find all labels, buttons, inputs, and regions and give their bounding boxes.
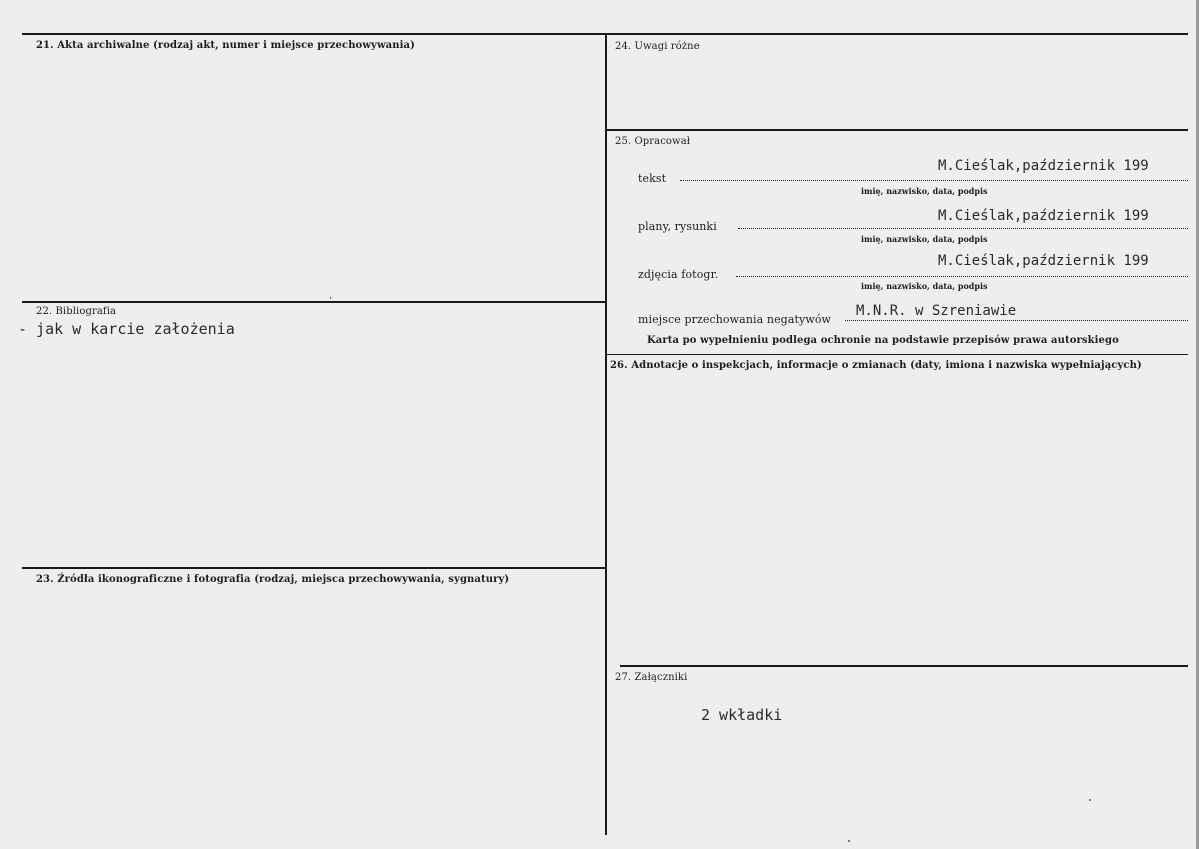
center-divider xyxy=(605,35,607,835)
bibliography-value: - jak w karcie założenia xyxy=(18,320,235,338)
row-tekst-line xyxy=(680,180,1188,181)
rule-23 xyxy=(22,567,605,569)
rule-22 xyxy=(22,301,605,303)
attachments-value: 2 wkładki xyxy=(701,706,783,724)
row-plany-label: plany, rysunki xyxy=(638,220,717,233)
paper-speck xyxy=(1089,799,1091,801)
row-zdjecia-caption: imię, nazwisko, data, podpis xyxy=(861,281,988,291)
section-25-label: 25. Opracował xyxy=(615,136,691,147)
row-tekst-value: M.Cieślak,październik 199 xyxy=(938,158,1149,174)
row-tekst-caption: imię, nazwisko, data, podpis xyxy=(861,186,988,196)
negatives-line xyxy=(845,320,1188,321)
row-zdjecia-line xyxy=(736,276,1188,277)
paper-speck xyxy=(848,840,850,842)
row-plany-value: M.Cieślak,październik 199 xyxy=(938,208,1149,224)
section-24-label: 24. Uwagi różne xyxy=(615,41,700,52)
row-zdjecia-value: M.Cieślak,październik 199 xyxy=(938,253,1149,269)
negatives-label: miejsce przechowania negatywów xyxy=(638,313,832,326)
row-zdjecia-label: zdjęcia fotogr. xyxy=(638,268,719,281)
section-23-label: 23. Źródła ikonograficzne i fotografia (rodzaj, miejsca przechowywania, sygnatury) xyxy=(36,574,510,585)
paper-speck xyxy=(330,297,331,299)
section-21-label: 21. Akta archiwalne (rodzaj akt, numer i miejsce przechowywania) xyxy=(36,40,415,51)
rule-26 xyxy=(607,354,1188,355)
rule-27 xyxy=(620,665,1188,667)
row-plany-caption: imię, nazwisko, data, podpis xyxy=(861,234,988,244)
section-22-label: 22. Bibliografia xyxy=(36,306,117,317)
rule-25 xyxy=(607,129,1188,131)
negatives-value: M.N.R. w Szreniawie xyxy=(856,303,1017,319)
section-27-label: 27. Załączniki xyxy=(615,672,688,683)
copyright-note: Karta po wypełnieniu podlega ochronie na podstawie przepisów prawa autorskiego xyxy=(647,335,1119,346)
row-tekst-label: tekst xyxy=(638,172,667,185)
section-26-label: 26. Adnotacje o inspekcjach, informacje o zmianach (daty, imiona i nazwiska wypełniających) xyxy=(610,360,1142,371)
row-plany-line xyxy=(738,228,1188,229)
